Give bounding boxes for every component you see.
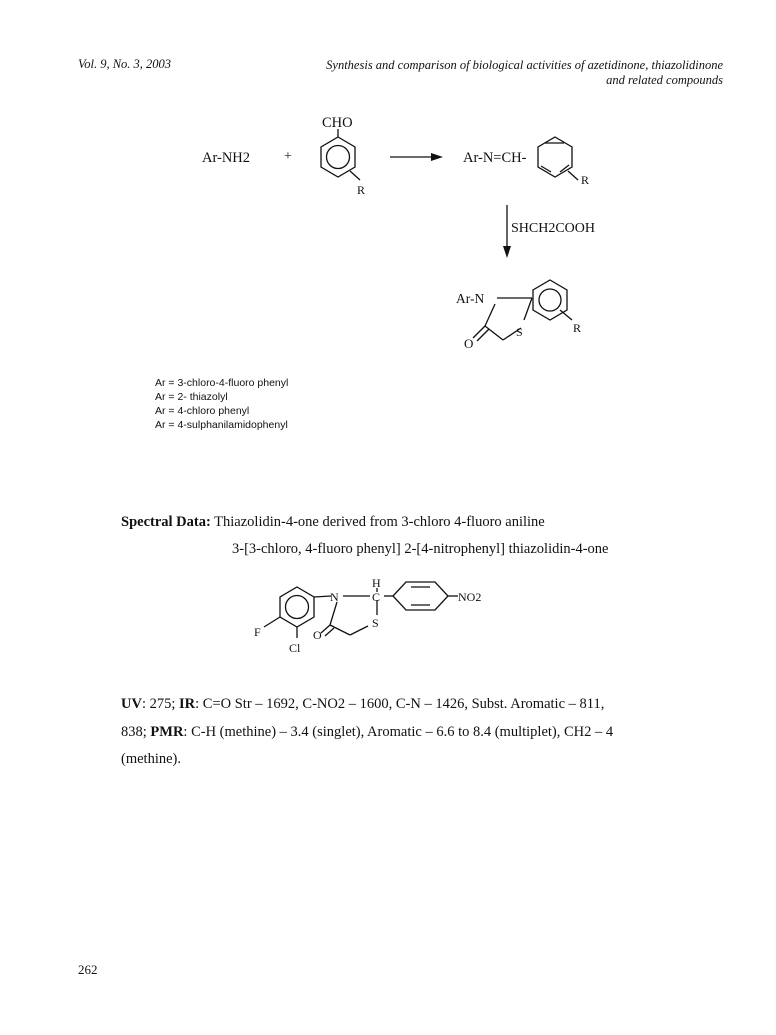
spectral-line-3: (methine).: [121, 751, 181, 767]
ir-value: : C=O Str – 1692, C-NO2 – 1600, C-N – 1426, Subst. Aromatic – 811,: [195, 696, 605, 712]
imine-label: Ar-N=CH-: [463, 150, 527, 166]
spectral-line-1: [121, 696, 604, 713]
reaction-arrow-down: [503, 205, 511, 258]
reaction-scheme: [0, 100, 776, 370]
ar-definition: Ar = 4-chloro phenyl: [155, 405, 250, 417]
r-substituent-1: R: [357, 183, 366, 197]
header-volume: Vol. 9, No. 3, 2003: [78, 57, 172, 71]
compound-name: 3-[3-chloro, 4-fluoro phenyl] 2-[4-nitrophenyl] thiazolidin-4-one: [232, 541, 609, 557]
uv-value: : 275;: [141, 696, 180, 712]
benzaldehyde-structure: [321, 129, 360, 180]
ar-definition: Ar = 2- thiazolyl: [155, 391, 228, 403]
page-number: 262: [78, 962, 98, 977]
spectral-label: Spectral Data:: [121, 514, 211, 530]
plus-sign: +: [284, 149, 292, 164]
compound-structure: [0, 570, 776, 665]
struct-nitrogen-label: N: [330, 590, 339, 604]
structure-bonds: [264, 582, 458, 638]
struct-oxygen-label: O: [313, 628, 322, 642]
header-title-line1: Synthesis and comparison of biological activities of azetidinone, thiazolidinone: [326, 58, 723, 72]
ar-definition-list: [155, 376, 288, 432]
product-sulfur-label: S: [516, 325, 523, 339]
aldehyde-group-label: CHO: [322, 115, 353, 131]
spectral-line-2: [121, 724, 613, 741]
struct-chloro-label: Cl: [289, 641, 301, 655]
struct-hydrogen-label: H: [372, 576, 381, 590]
imine-benzene-structure: [538, 137, 578, 180]
uv-label: UV: [121, 696, 142, 712]
amine-label: Ar-NH2: [202, 150, 251, 166]
struct-carbon-label: C: [372, 590, 381, 604]
spectral-data-heading: [121, 514, 545, 531]
ir-value-continued: 838;: [121, 724, 151, 740]
ar-definition: Ar = 4-sulphanilamidophenyl: [155, 419, 288, 431]
struct-nitro-label: NO2: [458, 590, 482, 604]
r-substituent-2: R: [581, 173, 590, 187]
header-title-line2: and related compounds: [606, 73, 723, 87]
r-substituent-3: R: [573, 321, 582, 335]
product-ar-label: Ar-N: [456, 291, 485, 306]
ar-definition: Ar = 3-chloro-4-fluoro phenyl: [155, 377, 289, 389]
ir-label: IR: [179, 696, 196, 712]
spectral-intro: Thiazolidin-4-one derived from 3-chloro 4-fluoro aniline: [214, 514, 545, 530]
reagent-label: SHCH2COOH: [511, 221, 596, 236]
pmr-value: : C-H (methine) – 3.4 (singlet), Aromatic – 6.6 to 8.4 (multiplet), CH2 – 4: [183, 724, 614, 740]
struct-sulfur-label: S: [372, 616, 379, 630]
reaction-arrow-right: [390, 153, 443, 161]
struct-fluoro-label: F: [254, 625, 261, 639]
product-oxygen-label: O: [464, 336, 474, 351]
pmr-label: PMR: [150, 724, 184, 740]
